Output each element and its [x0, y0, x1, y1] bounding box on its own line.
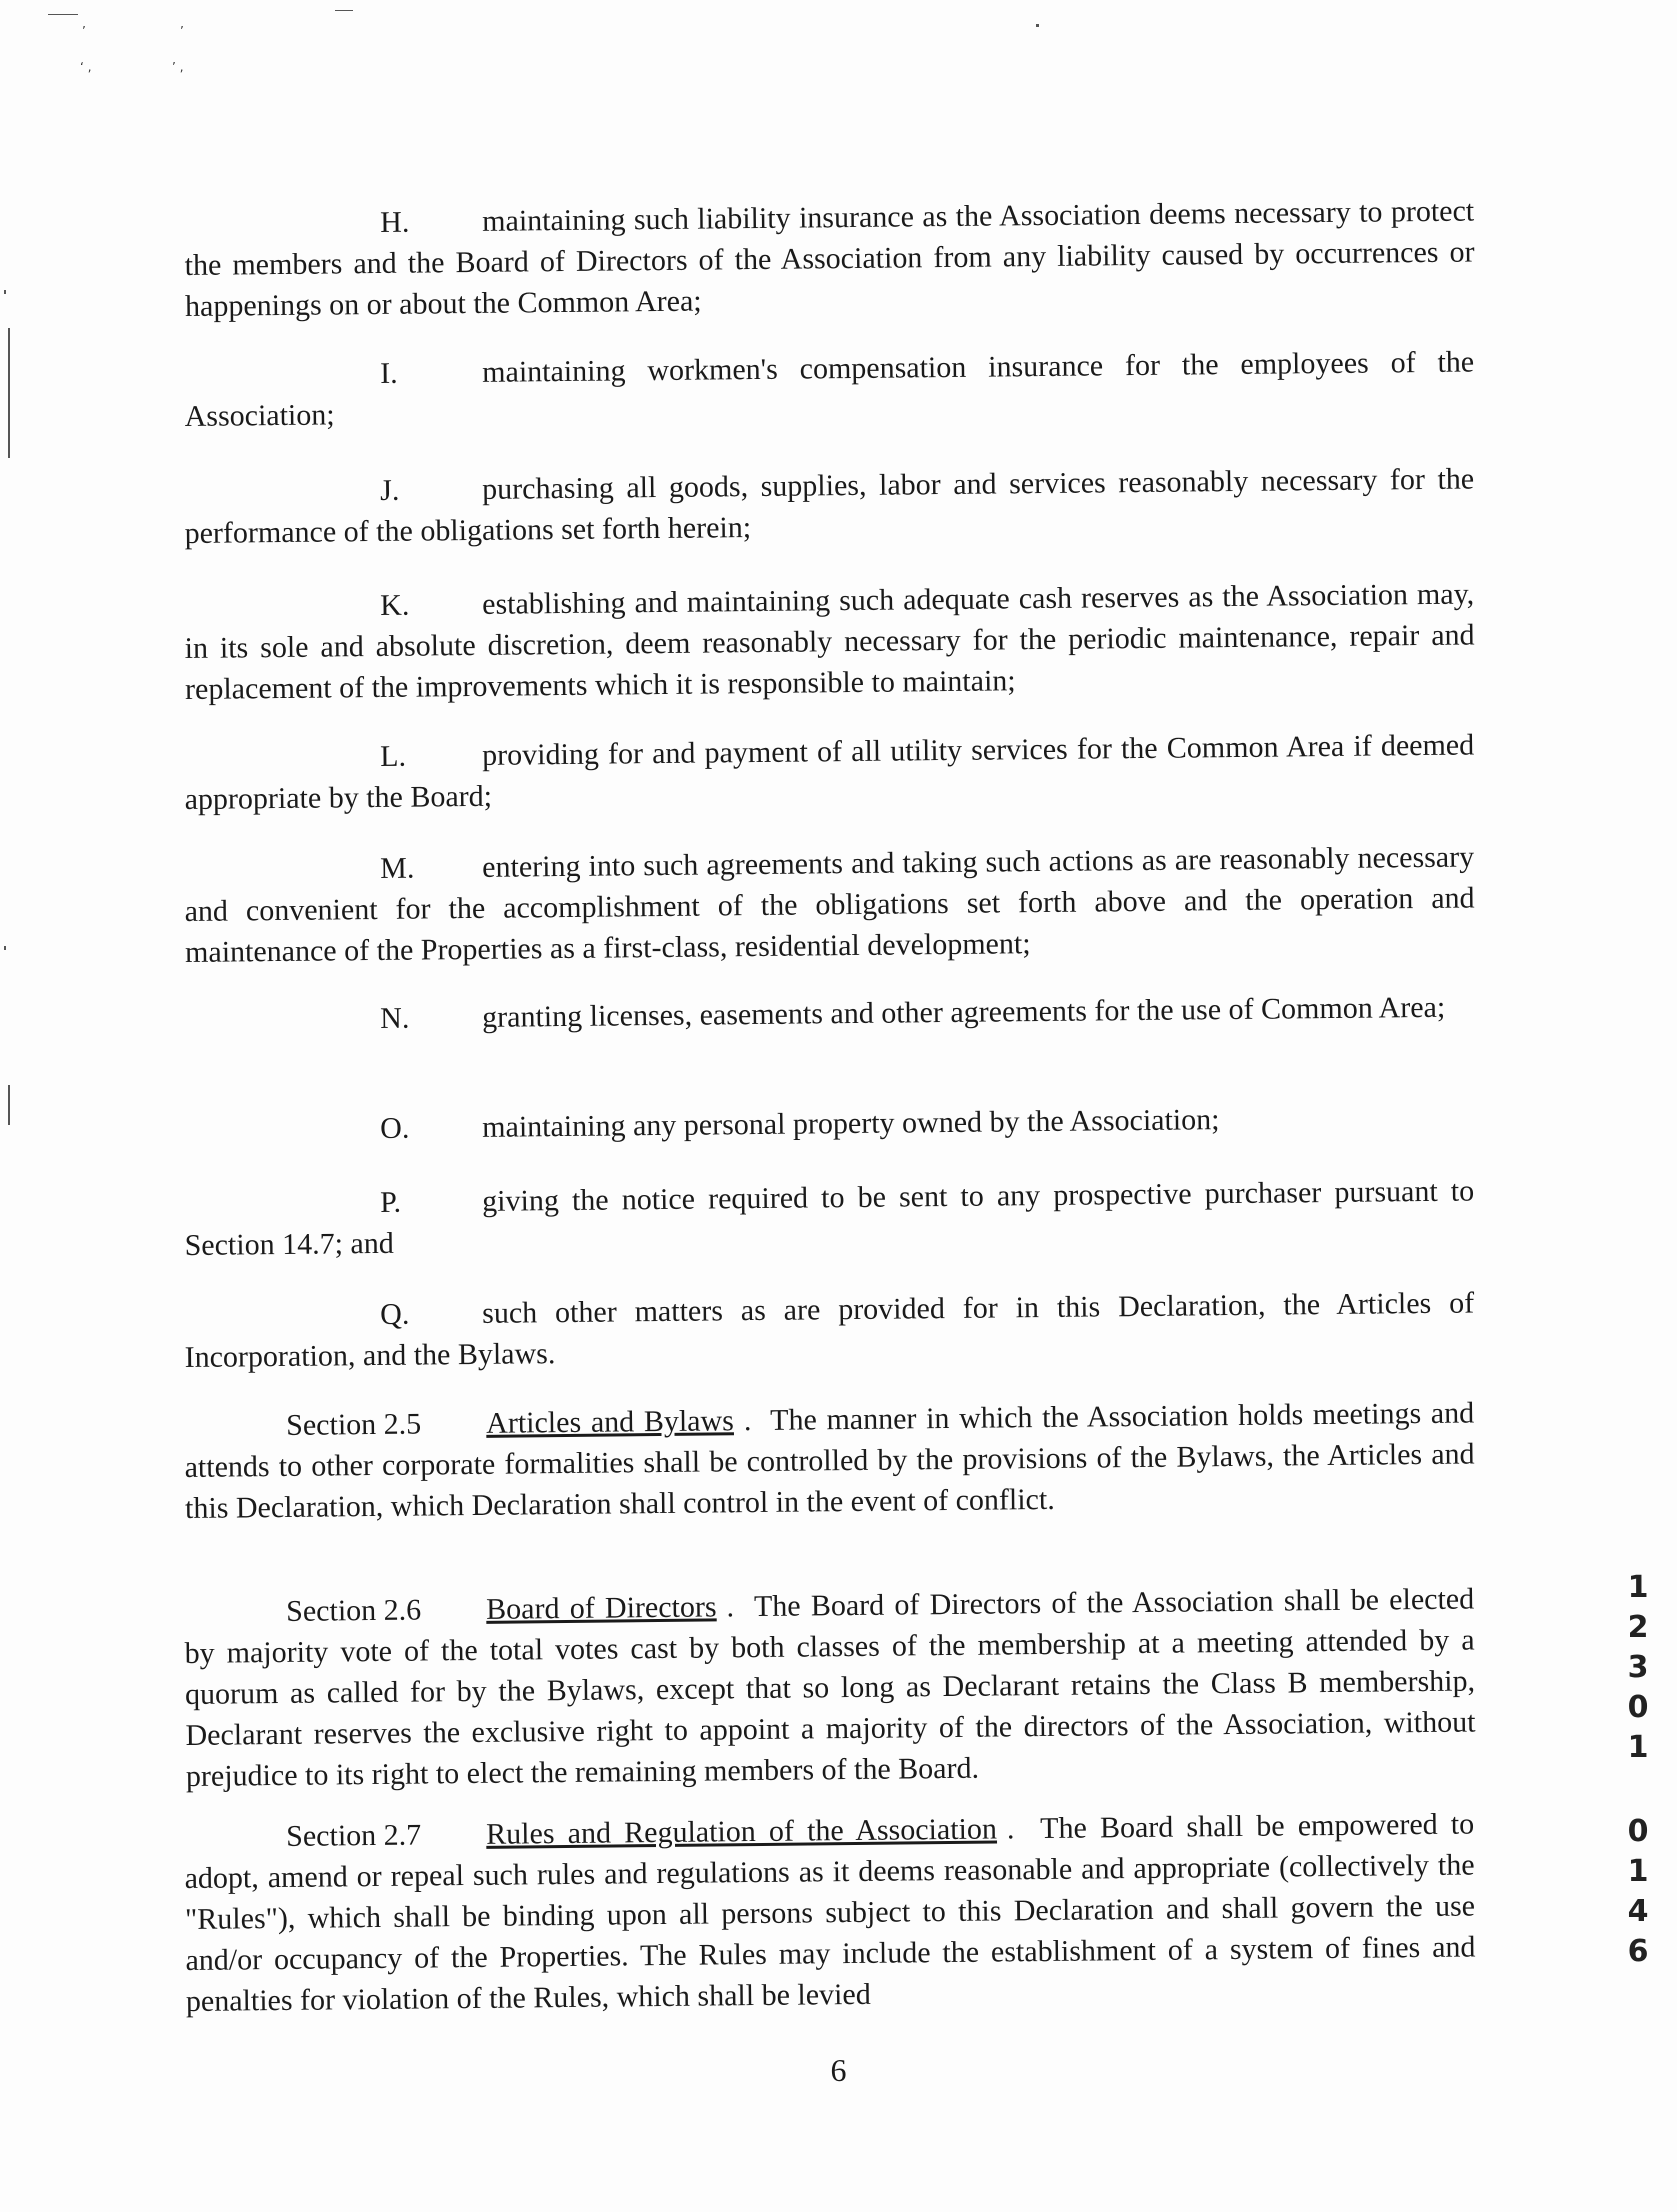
- section-text: The Board shall be empowered to adopt, amend or repeal such rules and regulations as it deems reasonable and appropriate (collectively the "Rules"), which shall be binding upon all persons subject to this Declaration and shall govern the use and/or occupancy of the Properties. The Rules may include the establishment of a system of fines and penalties for violation of the Rules, which shall be levied: [184, 1807, 1476, 2018]
- scan-mark-top: [48, 14, 78, 15]
- scan-mark-top-2: [335, 10, 353, 11]
- list-item-q: [184, 1282, 1475, 1378]
- list-item-o: [184, 1096, 1474, 1151]
- section-title-period: .: [726, 1590, 755, 1624]
- stamp-digit: 1: [1627, 1730, 1649, 1765]
- scan-mark-right: [1036, 24, 1039, 27]
- list-item-text: maintaining such liability insurance as the Association deems necessary to protect the members and the Board of Directors of the Association from any liability caused by occurrences or happenings on or about the Common Area;: [184, 194, 1475, 323]
- stamp-gap: [1620, 1768, 1656, 1812]
- list-item-p: [184, 1170, 1475, 1266]
- section-title: Board of Directors: [486, 1590, 717, 1626]
- list-item-l: [184, 724, 1475, 820]
- list-item-text: establishing and maintaining such adequate cash reserves as the Association may, in its sole and absolute discretion, deem reasonably necessary for the periodic maintenance, repair and replacement of the improvements which it is responsible to maintain;: [184, 577, 1475, 706]
- section-number: Section 2.6: [286, 1593, 422, 1628]
- section-number: Section 2.7: [286, 1818, 422, 1853]
- list-item-k: [184, 573, 1475, 710]
- list-item-letter: I.: [380, 356, 398, 390]
- list-item-j: [184, 458, 1475, 554]
- scan-speck-3: ‘ ‚: [80, 60, 92, 74]
- section-number: Section 2.5: [286, 1407, 422, 1442]
- list-item-letter: M.: [380, 851, 415, 885]
- recording-stamp: [1620, 1568, 1656, 1972]
- stamp-digit: 0: [1627, 1814, 1649, 1849]
- list-item-i: [184, 341, 1475, 437]
- list-item-letter: N.: [380, 1001, 410, 1035]
- scan-mark-left: [8, 328, 10, 458]
- page-number: 6: [830, 2052, 847, 2088]
- list-item-text: entering into such agreements and taking such actions as are reasonably necessary and convenient for the accomplishment of the obligations set forth above and the operation and maintenance of the Properties as a first-class, residential development;: [184, 840, 1475, 969]
- scan-mark-left-2: [8, 1085, 10, 1125]
- list-item-letter: L.: [380, 739, 407, 773]
- list-item-letter: J.: [380, 473, 400, 507]
- list-item-letter: K.: [380, 588, 410, 622]
- list-item-text: providing for and payment of all utility services for the Common Area if deemed appropriate by the Board;: [184, 728, 1475, 816]
- section-text: The manner in which the Association holds meetings and attends to other corporate formalities shall be controlled by the provisions of the Bylaws, the Articles and this Declaration, which Declaration shall control in the event of conflict.: [184, 1396, 1475, 1525]
- scan-mark-left-3: [4, 290, 6, 294]
- scan-speck-2: ’: [180, 24, 184, 38]
- section-title: Rules and Regulation of the Association: [486, 1812, 998, 1851]
- list-item-text: purchasing all goods, supplies, labor and services reasonably necessary for the performance of the obligations set forth herein;: [184, 462, 1475, 550]
- stamp-digit: 1: [1627, 1854, 1649, 1889]
- stamp-digit: 2: [1627, 1610, 1649, 1645]
- list-item-letter: O.: [380, 1111, 410, 1145]
- list-item-text: giving the notice required to be sent to any prospective purchaser pursuant to Section 14.7; and: [184, 1174, 1475, 1262]
- list-item-text: maintaining any personal property owned by the Association;: [482, 1103, 1220, 1144]
- list-item-letter: H.: [380, 205, 410, 239]
- section-title-period: .: [743, 1403, 771, 1438]
- list-item-text: maintaining workmen's compensation insurance for the employees of the Association;: [184, 345, 1475, 433]
- stamp-digit: 1: [1627, 1570, 1649, 1605]
- stamp-digit: 4: [1627, 1894, 1649, 1929]
- stamp-digit: 0: [1627, 1690, 1649, 1725]
- scan-speck-1: ’: [82, 24, 86, 38]
- list-item-h: [184, 190, 1475, 327]
- stamp-digit: 6: [1627, 1934, 1649, 1969]
- section-text: The Board of Directors of the Association shall be elected by majority vote of the total votes cast by both classes of the membership at a meeting attended by a quorum as called for by the Bylaws, except that so long as Declarant retains the Class B membership, Declarant reserves the exclusive right to appoint a majority of the directors of the Association, without prejudice to its right to elect the remaining members of the Board.: [184, 1582, 1476, 1793]
- list-item-letter: P.: [380, 1185, 402, 1219]
- list-item-n: [184, 986, 1474, 1041]
- section-2-6: [184, 1578, 1476, 1796]
- section-2-5: [184, 1392, 1475, 1529]
- list-item-text: such other matters as are provided for in this Declaration, the Articles of Incorporation, and the Bylaws.: [184, 1286, 1475, 1374]
- scan-mark-left-4: [4, 946, 6, 950]
- section-2-7: [184, 1803, 1476, 2021]
- list-item-letter: Q.: [380, 1297, 410, 1331]
- section-title-period: .: [1006, 1812, 1041, 1846]
- stamp-digit: 3: [1627, 1650, 1649, 1685]
- list-item-text: granting licenses, easements and other agreements for the use of Common Area;: [482, 990, 1446, 1034]
- section-title: Articles and Bylaws: [486, 1404, 735, 1440]
- list-item-m: [184, 836, 1475, 973]
- scan-speck-4: ’ ‚: [172, 60, 184, 74]
